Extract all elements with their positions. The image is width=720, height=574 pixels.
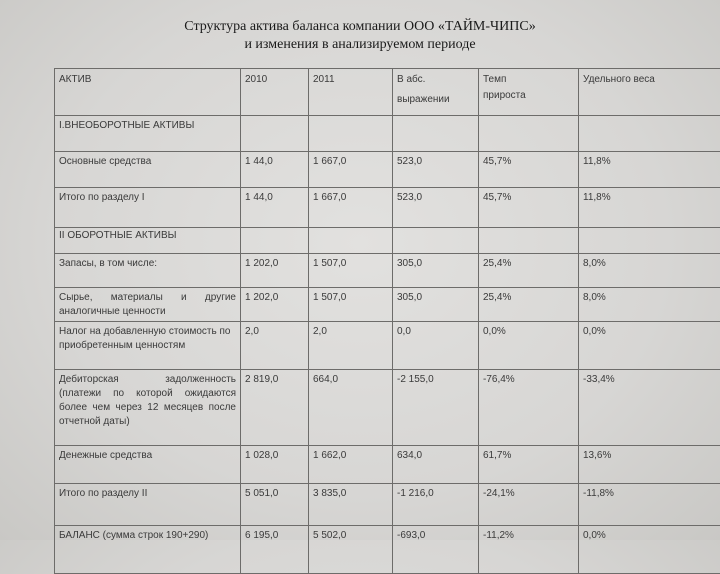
value-cell: 1 44,0 (241, 152, 309, 188)
table-row (55, 484, 720, 526)
table-row (55, 228, 720, 254)
value-cell: 664,0 (309, 370, 393, 446)
row-label-cell: Дебиторская задолженность (платежи по которой ожидаются более чем через 12 месяцев после отчетной даты) (55, 370, 241, 446)
table-row (55, 526, 720, 574)
row-label-cell: II ОБОРОТНЫЕ АКТИВЫ (55, 228, 241, 254)
value-cell: 3 835,0 (309, 484, 393, 526)
table-row (55, 152, 720, 188)
table-row (55, 370, 720, 446)
table-row (55, 188, 720, 228)
value-cell (309, 228, 393, 254)
page-title (0, 18, 720, 54)
row-label-cell: Итого по разделу I (55, 188, 241, 228)
value-cell: 25,4% (479, 254, 579, 288)
value-cell: 5 502,0 (309, 526, 393, 574)
title-line-2: и изменения в анализируемом периоде (0, 36, 720, 54)
table-row (55, 116, 720, 152)
value-cell: 2,0 (241, 322, 309, 370)
value-cell: 2 819,0 (241, 370, 309, 446)
value-cell: 45,7% (479, 188, 579, 228)
header-growth-rate-line-2: прироста (483, 89, 574, 103)
header-absolute (393, 69, 479, 116)
table-row (55, 254, 720, 288)
value-cell: -11,8% (579, 484, 720, 526)
value-cell: 1 507,0 (309, 288, 393, 322)
value-cell (393, 116, 479, 152)
table-row (55, 446, 720, 484)
asset-structure-table (54, 68, 720, 574)
row-label-cell: Итого по разделу II (55, 484, 241, 526)
value-cell: 1 44,0 (241, 188, 309, 228)
value-cell: 11,8% (579, 152, 720, 188)
value-cell: 523,0 (393, 188, 479, 228)
value-cell: 8,0% (579, 288, 720, 322)
value-cell: 305,0 (393, 288, 479, 322)
value-cell: -24,1% (479, 484, 579, 526)
value-cell: 1 667,0 (309, 188, 393, 228)
row-label-cell: Денежные средства (55, 446, 241, 484)
value-cell: 1 202,0 (241, 288, 309, 322)
header-share: Удельного веса (579, 69, 720, 116)
value-cell: 8,0% (579, 254, 720, 288)
value-cell: 61,7% (479, 446, 579, 484)
value-cell: 1 507,0 (309, 254, 393, 288)
row-label-cell: Сырье, материалы и другие аналогичные ценности (55, 288, 241, 322)
value-cell: 0,0% (579, 526, 720, 574)
value-cell: 1 202,0 (241, 254, 309, 288)
title-line-1: Структура актива баланса компании ООО «ТАЙМ-ЧИПС» (0, 18, 720, 36)
value-cell (241, 116, 309, 152)
value-cell: 634,0 (393, 446, 479, 484)
header-absolute-line-1: В абс. (397, 73, 474, 87)
value-cell (309, 116, 393, 152)
value-cell: -11,2% (479, 526, 579, 574)
row-label-cell: Налог на добавленную стоимость по приобретенным ценностям (55, 322, 241, 370)
value-cell: 1 662,0 (309, 446, 393, 484)
value-cell: 2,0 (309, 322, 393, 370)
value-cell: 25,4% (479, 288, 579, 322)
value-cell: 45,7% (479, 152, 579, 188)
value-cell: -76,4% (479, 370, 579, 446)
value-cell: -1 216,0 (393, 484, 479, 526)
value-cell (579, 116, 720, 152)
value-cell: 6 195,0 (241, 526, 309, 574)
row-label-cell: Основные средства (55, 152, 241, 188)
value-cell: -693,0 (393, 526, 479, 574)
value-cell: 305,0 (393, 254, 479, 288)
header-growth-rate-line-1: Темп (483, 73, 574, 87)
header-2010: 2010 (241, 69, 309, 116)
table-row (55, 288, 720, 322)
value-cell: 0,0% (479, 322, 579, 370)
header-growth-rate (479, 69, 579, 116)
value-cell: 5 051,0 (241, 484, 309, 526)
value-cell: 11,8% (579, 188, 720, 228)
value-cell (241, 228, 309, 254)
table-body (55, 116, 720, 574)
header-row (55, 69, 720, 116)
value-cell: 0,0 (393, 322, 479, 370)
value-cell: 523,0 (393, 152, 479, 188)
value-cell: -2 155,0 (393, 370, 479, 446)
row-label-cell: БАЛАНС (сумма строк 190+290) (55, 526, 241, 574)
value-cell (579, 228, 720, 254)
header-absolute-line-2: выражении (397, 93, 474, 107)
value-cell (479, 228, 579, 254)
table-row (55, 322, 720, 370)
value-cell (479, 116, 579, 152)
value-cell: 1 028,0 (241, 446, 309, 484)
row-label-cell: I.ВНЕОБОРОТНЫЕ АКТИВЫ (55, 116, 241, 152)
row-label-cell: Запасы, в том числе: (55, 254, 241, 288)
header-2011: 2011 (309, 69, 393, 116)
value-cell (393, 228, 479, 254)
value-cell: 1 667,0 (309, 152, 393, 188)
value-cell: -33,4% (579, 370, 720, 446)
value-cell: 0,0% (579, 322, 720, 370)
value-cell: 13,6% (579, 446, 720, 484)
header-activ: АКТИВ (55, 69, 241, 116)
